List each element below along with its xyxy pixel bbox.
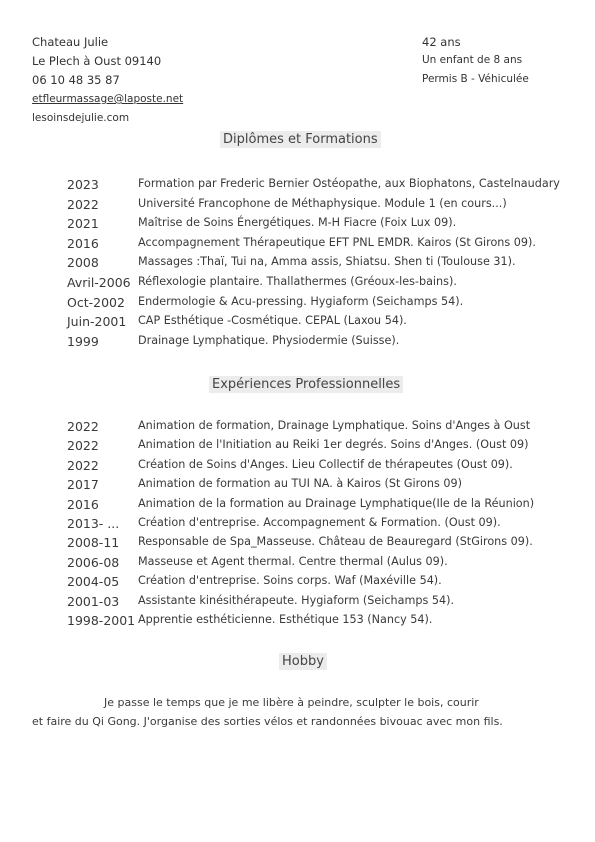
- diploma-row: [0, 275, 595, 291]
- diploma-description: Réflexologie plantaire. Thallathermes (Gréoux-les-bains).: [138, 275, 457, 288]
- experience-year: 2013- ...: [67, 516, 120, 531]
- experience-description: Masseuse et Agent thermal. Centre thermal (Aulus 09).: [138, 554, 448, 568]
- experience-description: Création d'entreprise. Soins corps. Waf (Maxéville 54).: [138, 574, 442, 588]
- experience-description: Création d'entreprise. Accompagnement & Formation. (Oust 09).: [138, 516, 501, 529]
- diploma-year: 2023: [67, 177, 99, 192]
- diploma-row: [0, 334, 595, 350]
- age: 42 ans: [422, 35, 461, 49]
- diploma-row: [0, 197, 595, 213]
- diploma-description: CAP Esthétique -Cosmétique. CEPAL (Laxou 54).: [138, 314, 407, 328]
- diploma-year: 2022: [67, 196, 99, 212]
- diploma-description: Maîtrise de Soins Énergétiques. M-H Fiacre (Foix Lux 09).: [138, 216, 457, 230]
- diploma-row: [0, 216, 595, 232]
- diploma-description: Endermologie & Acu-pressing. Hygiaform (Seichamps 54).: [138, 294, 464, 308]
- experience-description: Animation de formation, Drainage Lymphatique. Soins d'Anges à Oust: [138, 419, 531, 432]
- diploma-year: Juin-2001: [67, 314, 127, 330]
- diploma-year: Avril-2006: [67, 275, 131, 290]
- experience-row: [0, 574, 595, 590]
- diploma-row: [0, 177, 595, 193]
- diploma-row: [0, 236, 595, 252]
- driving-license: Permis B - Véhiculée: [422, 73, 529, 85]
- experience-description: Assistante kinésithérapeute. Hygiaform (Seichamps 54).: [138, 593, 455, 607]
- experience-description: Animation de la formation au Drainage Lymphatique(Ile de la Réunion): [138, 496, 535, 510]
- hobby-text-line-2: et faire du Qi Gong. J'organise des sorties vélos et randonnées bivouac avec mon fils.: [32, 715, 503, 728]
- diploma-description: Massages :Thaï, Tui na, Amma assis, Shiatsu. Shen ti (Toulouse 31).: [138, 255, 516, 269]
- diploma-description: Drainage Lymphatique. Physiodermie (Suisse).: [138, 333, 400, 347]
- hobby-section-title: Hobby: [279, 653, 327, 670]
- experience-row: [0, 477, 595, 493]
- experience-description: Création de Soins d'Anges. Lieu Collectif de thérapeutes (Oust 09).: [138, 457, 513, 471]
- experience-description: Responsable de Spa_Masseuse. Château de Beauregard (StGirons 09).: [138, 535, 533, 549]
- diploma-year: 2008: [67, 255, 99, 271]
- experience-year: 1998-2001: [67, 613, 136, 628]
- experience-year: 2006-08: [67, 554, 120, 570]
- diploma-year: 1999: [67, 333, 99, 349]
- experience-row: [0, 555, 595, 571]
- website-link[interactable]: lesoinsdejulie.com: [32, 112, 130, 124]
- experience-row: [0, 497, 595, 513]
- children-info: Un enfant de 8 ans: [422, 54, 523, 66]
- experience-description: Apprentie esthéticienne. Esthétique 153 (Nancy 54).: [138, 613, 433, 626]
- candidate-name: Chateau Julie: [32, 35, 109, 49]
- diploma-year: Oct-2002: [67, 294, 125, 310]
- experience-year: 2001-03: [67, 593, 120, 609]
- email-link[interactable]: etfleurmassage@laposte.net: [32, 93, 184, 105]
- experience-row: [0, 613, 595, 629]
- experience-year: 2022: [67, 438, 99, 454]
- experience-row: [0, 419, 595, 435]
- experience-row: [0, 594, 595, 610]
- diploma-description: Accompagnement Thérapeutique EFT PNL EMDR. Kairos (St Girons 09).: [138, 235, 536, 249]
- experience-year: 2004-05: [67, 574, 120, 590]
- diploma-row: [0, 314, 595, 330]
- diplomas-section-title: Diplômes et Formations: [220, 131, 381, 148]
- diploma-description: Formation par Frederic Bernier Ostéopathe, aux Biophatons, Castelnaudary: [138, 177, 560, 190]
- experience-year: 2008-11: [67, 535, 120, 551]
- experience-row: [0, 535, 595, 551]
- experience-year: 2017: [67, 477, 99, 493]
- experience-section-title: Expériences Professionnelles: [209, 376, 403, 393]
- hobby-text-line-1: Je passe le temps que je me libère à peindre, sculpter le bois, courir: [104, 696, 479, 709]
- experience-row: [0, 458, 595, 474]
- experience-description: Animation de formation au TUI NA. à Kairos (St Girons 09): [138, 477, 462, 491]
- diploma-row: [0, 295, 595, 311]
- experience-year: 2016: [67, 496, 99, 512]
- address: Le Plech à Oust 09140: [32, 54, 162, 68]
- diploma-row: [0, 255, 595, 271]
- experience-year: 2022: [67, 457, 99, 473]
- experience-year: 2022: [67, 419, 99, 434]
- experience-row: [0, 516, 595, 532]
- diploma-year: 2021: [67, 216, 99, 232]
- diploma-year: 2016: [67, 235, 99, 251]
- experience-row: [0, 438, 595, 454]
- diploma-description: Université Francophone de Méthaphysique. Module 1 (en cours...): [138, 196, 507, 210]
- phone-number: 06 10 48 35 87: [32, 73, 120, 87]
- experience-description: Animation de l'Initiation au Reiki 1er degrés. Soins d'Anges. (Oust 09): [138, 438, 529, 452]
